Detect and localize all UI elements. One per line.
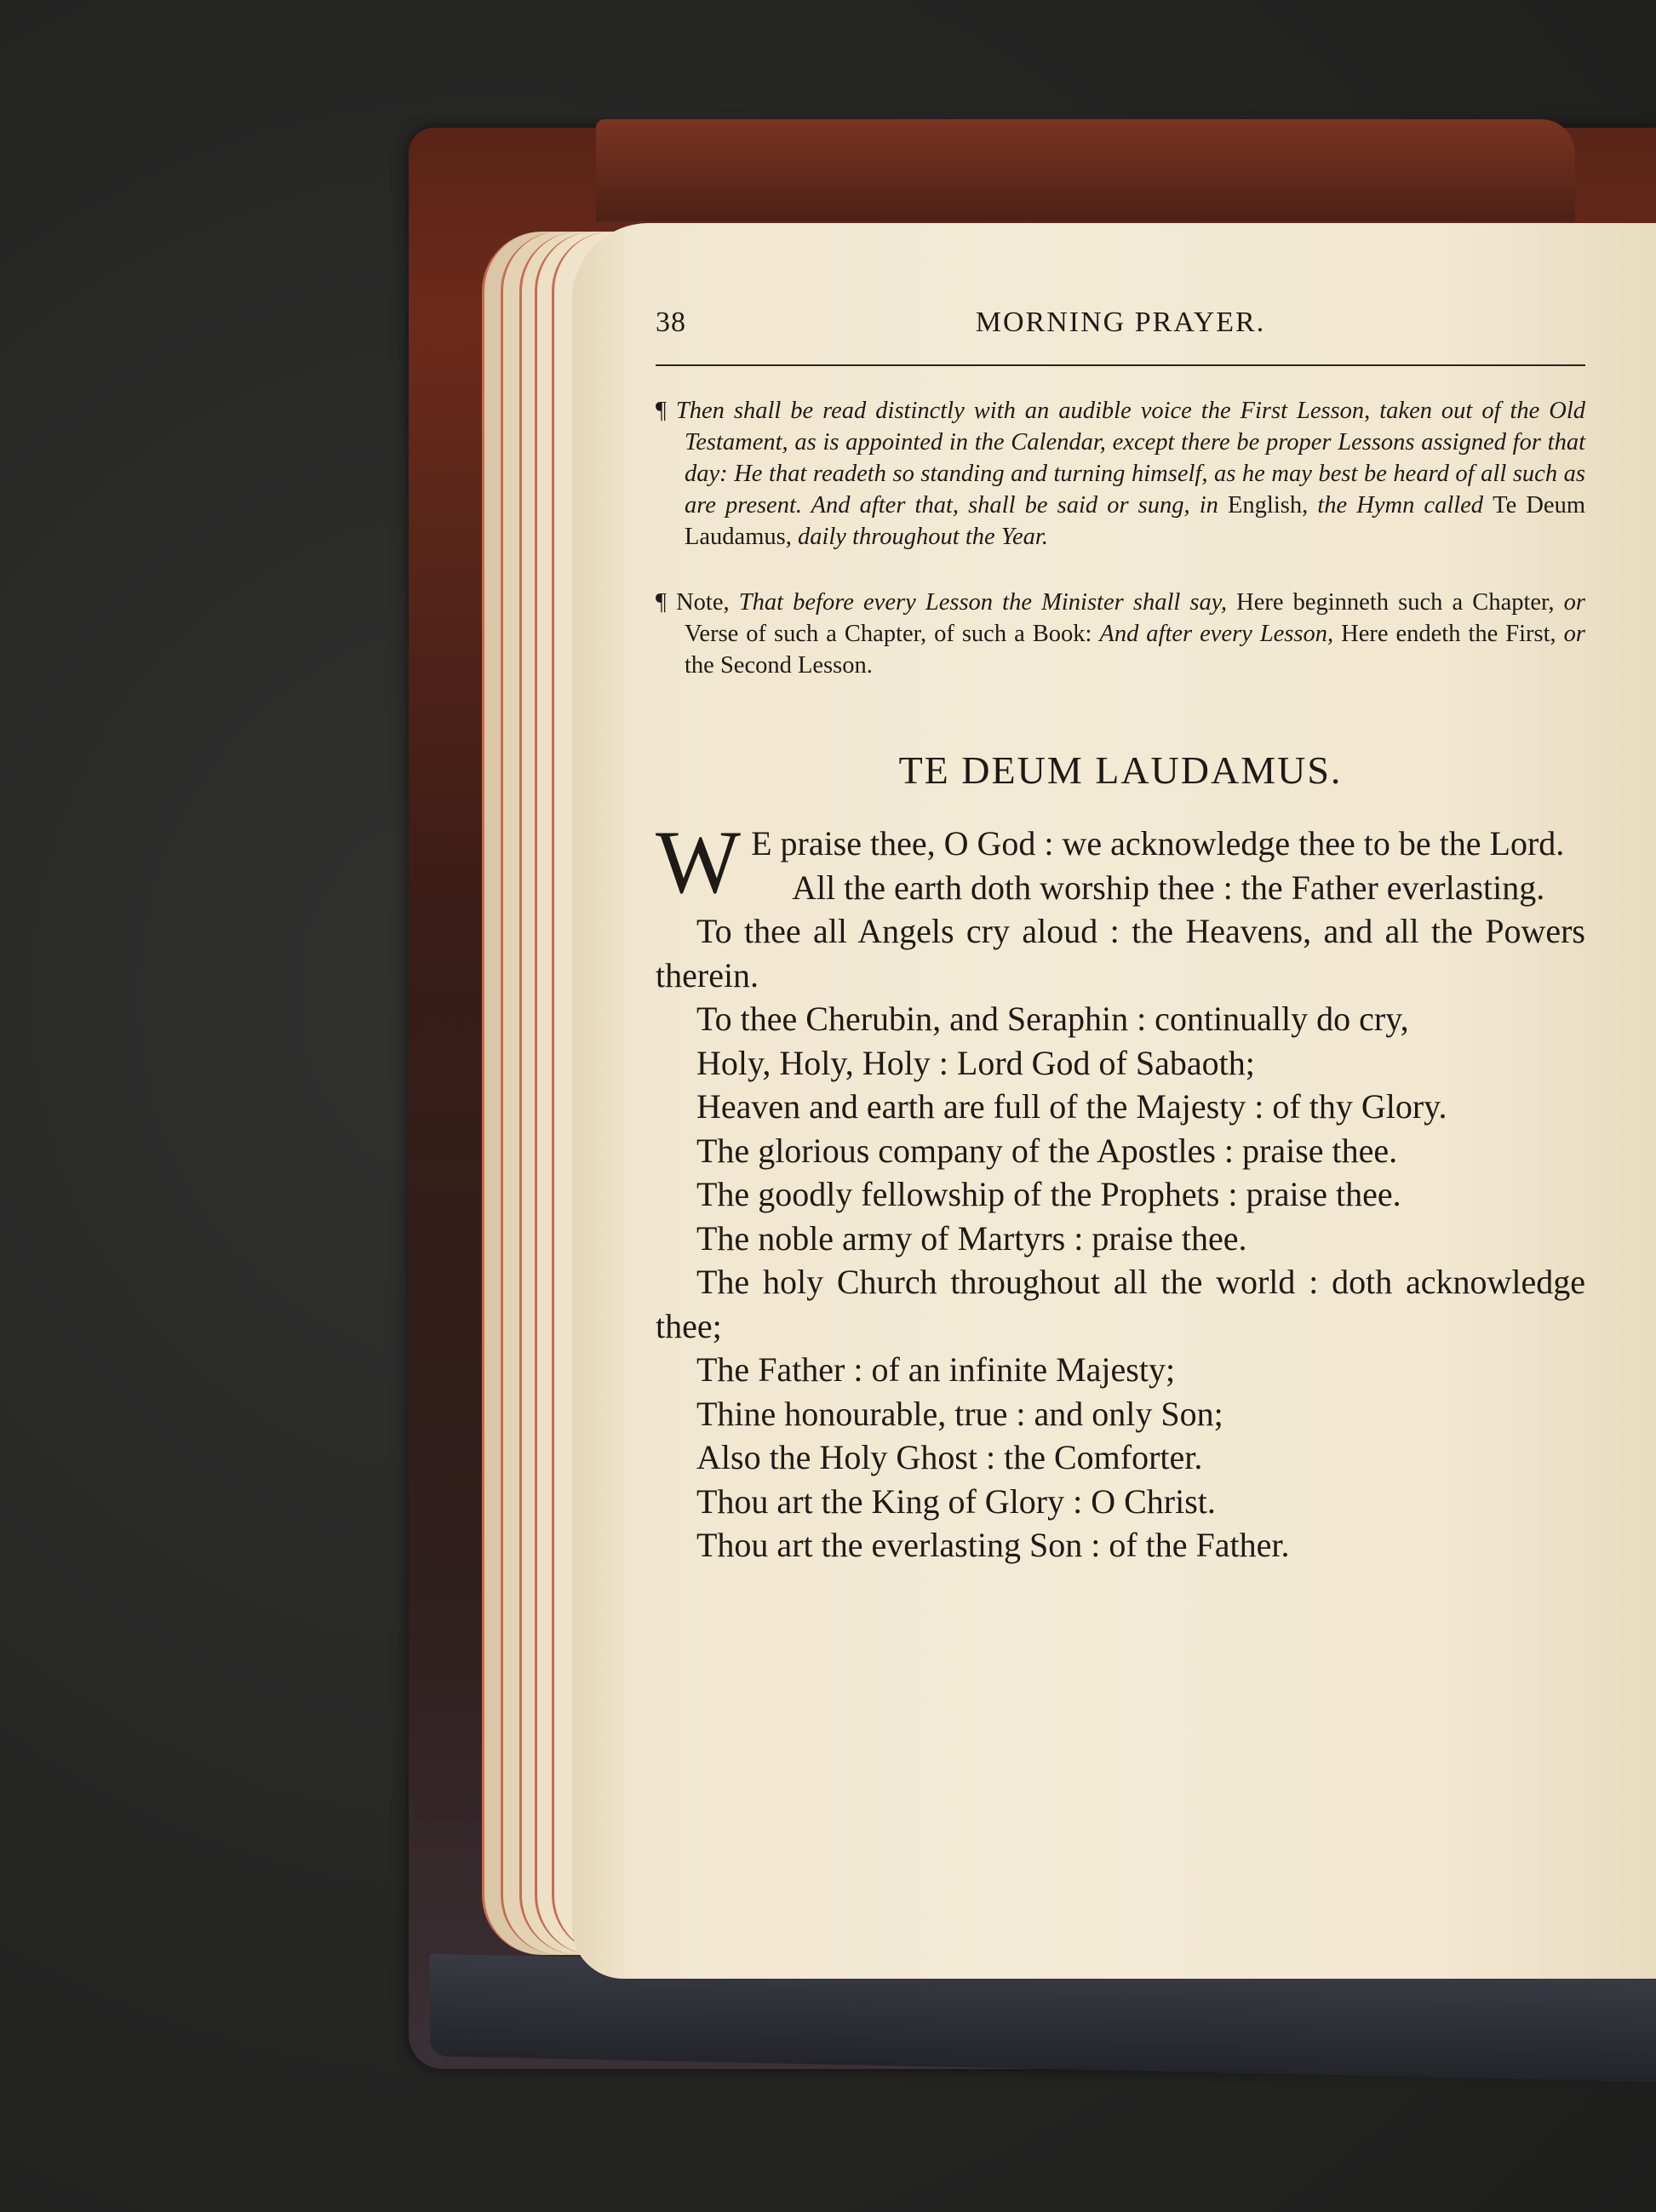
rubric-text: the Second Lesson. <box>685 652 873 679</box>
rubric-text: And after every Lesson, <box>1099 621 1334 647</box>
rubric-text: Then shall be read distinctly with an audible voice the First Lesson, taken out of the Old Testament, as is appointed in the Calendar, except there be proper Lessons assigned for that day: He that readeth so standing and turning himself, as he may best be heard of all such as are present. And after that, shall be said or sung, in <box>675 398 1585 519</box>
rubric-text: That before every Lesson the Minister shall say, <box>738 589 1227 616</box>
verse: Heaven and earth are full of the Majesty : of thy Glory. <box>696 1087 1447 1126</box>
verse: Also the Holy Ghost : the Comforter. <box>696 1438 1203 1476</box>
pilcrow-mark: ¶ <box>656 398 676 424</box>
rubric-text: or <box>1563 589 1585 616</box>
rubric-text: English, <box>1228 492 1309 519</box>
rubric-text: Note, <box>676 589 739 616</box>
section-title: TE DEUM LAUDAMUS. <box>898 748 1343 792</box>
verse: Thine honourable, true : and only Son; <box>696 1394 1223 1433</box>
verse: The noble army of Martyrs : praise thee. <box>696 1218 1247 1258</box>
verse: The Father : of an infinite Majesty; <box>696 1350 1176 1389</box>
canticle-text <box>656 812 1585 1567</box>
verse-list <box>656 866 1585 1567</box>
rubric-text: the Hymn called <box>1308 492 1493 519</box>
binding-top-edge <box>596 119 1575 221</box>
rubric-text: Te Deum Laudamus, <box>685 492 1585 550</box>
page-content <box>656 307 1585 1567</box>
header-rule <box>656 364 1585 366</box>
verse: To thee Cherubin, and Seraphin : continually do cry, <box>696 1000 1409 1038</box>
verse: To thee all Angels cry aloud : the Heavens, and all the Powers therein. <box>656 912 1585 994</box>
rubrics <box>656 395 1585 681</box>
rubric-text: Verse of such a Chapter, of such a Book: <box>685 621 1100 647</box>
page-header <box>656 307 1585 349</box>
first-verse-text: E praise thee, O God : we acknowledge thee to be the Lord. <box>751 824 1565 862</box>
page-number: 38 <box>656 307 686 338</box>
rubric-text: Here endeth the First, <box>1333 621 1564 647</box>
verse: The goodly fellowship of the Prophets : praise thee. <box>696 1175 1401 1213</box>
rubric-text: daily throughout the Year. <box>791 524 1048 550</box>
running-head: MORNING PRAYER. <box>975 307 1266 338</box>
rubric-paragraph <box>656 395 1585 553</box>
verse: The glorious company of the Apostles : praise thee. <box>696 1131 1398 1170</box>
verse: Thou art the everlasting Son : of the Father. <box>696 1526 1290 1564</box>
verse: Thou art the King of Glory : O Christ. <box>696 1481 1216 1521</box>
verse: Holy, Holy, Holy : Lord God of Sabaoth; <box>696 1043 1255 1082</box>
pilcrow-mark: ¶ <box>656 589 677 616</box>
drop-cap: W <box>656 812 742 912</box>
rubric-paragraph <box>656 587 1585 681</box>
rubric-text: Here beginneth such a Chapter, <box>1226 589 1564 616</box>
verse: All the earth doth worship thee : the Father everlasting. <box>792 868 1545 907</box>
verse: The holy Church throughout all the world : doth acknowledge thee; <box>656 1263 1585 1345</box>
rubric-text: or <box>1563 621 1585 647</box>
